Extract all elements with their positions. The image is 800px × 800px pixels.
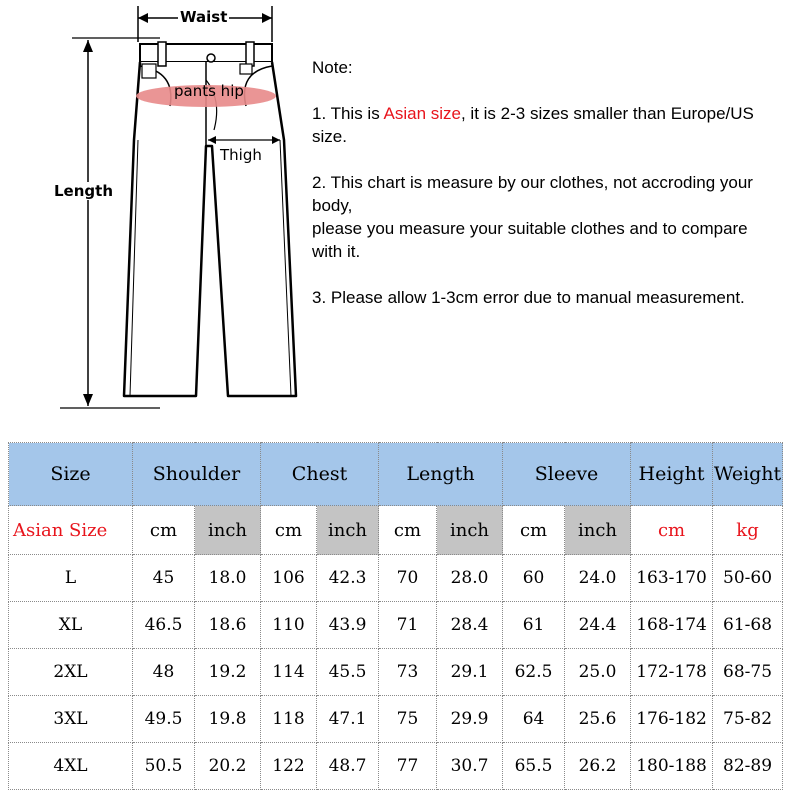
value-cell: 60 — [503, 555, 565, 602]
header-shoulder: Shoulder — [133, 443, 261, 506]
table-row — [9, 696, 783, 743]
value-cell: 163-170 — [631, 555, 713, 602]
table-body — [9, 555, 783, 790]
value-cell: 118 — [261, 696, 317, 743]
unit-cell: cm — [261, 506, 317, 555]
value-cell: 62.5 — [503, 649, 565, 696]
value-cell: 28.0 — [437, 555, 503, 602]
value-cell: 48 — [133, 649, 195, 696]
unit-asian-size: Asian Size — [9, 506, 133, 555]
size-cell: L — [9, 555, 133, 602]
value-cell: 68-75 — [713, 649, 783, 696]
value-cell: 65.5 — [503, 743, 565, 790]
pants-measurement-diagram — [0, 0, 300, 420]
header-height: Height — [631, 443, 713, 506]
value-cell: 19.2 — [195, 649, 261, 696]
units-row — [9, 506, 783, 555]
note-1-highlight: Asian size — [383, 104, 461, 123]
size-cell: XL — [9, 602, 133, 649]
value-cell: 43.9 — [317, 602, 379, 649]
unit-cell: cm — [133, 506, 195, 555]
unit-cell: inch — [195, 506, 261, 555]
value-cell: 61-68 — [713, 602, 783, 649]
unit-cell: inch — [437, 506, 503, 555]
note-2-line1: 2. This chart is measure by our clothes, not accroding your body, — [312, 173, 753, 215]
value-cell: 168-174 — [631, 602, 713, 649]
value-cell: 46.5 — [133, 602, 195, 649]
note-1-rest: , it is 2-3 sizes smaller than Europe/US size. — [312, 104, 754, 146]
value-cell: 26.2 — [565, 743, 631, 790]
note-1-prefix: 1. This is — [312, 104, 384, 123]
table-row — [9, 555, 783, 602]
value-cell: 28.4 — [437, 602, 503, 649]
header-length: Length — [379, 443, 503, 506]
value-cell: 18.6 — [195, 602, 261, 649]
header-chest: Chest — [261, 443, 379, 506]
unit-cell: inch — [565, 506, 631, 555]
value-cell: 106 — [261, 555, 317, 602]
value-cell: 24.0 — [565, 555, 631, 602]
note-3: 3. Please allow 1-3cm error due to manual measurement. — [312, 288, 745, 307]
unit-cell: inch — [317, 506, 379, 555]
value-cell: 180-188 — [631, 743, 713, 790]
value-cell: 114 — [261, 649, 317, 696]
unit-cell: cm — [379, 506, 437, 555]
table-row — [9, 649, 783, 696]
value-cell: 77 — [379, 743, 437, 790]
value-cell: 50-60 — [713, 555, 783, 602]
value-cell: 29.1 — [437, 649, 503, 696]
value-cell: 71 — [379, 602, 437, 649]
size-cell: 2XL — [9, 649, 133, 696]
size-cell: 4XL — [9, 743, 133, 790]
value-cell: 30.7 — [437, 743, 503, 790]
value-cell: 48.7 — [317, 743, 379, 790]
value-cell: 73 — [379, 649, 437, 696]
value-cell: 176-182 — [631, 696, 713, 743]
value-cell: 19.8 — [195, 696, 261, 743]
length-label: Length — [54, 182, 113, 200]
notes-section — [312, 56, 782, 332]
value-cell: 20.2 — [195, 743, 261, 790]
header-weight: Weight — [713, 443, 783, 506]
value-cell: 29.9 — [437, 696, 503, 743]
value-cell: 110 — [261, 602, 317, 649]
thigh-label: Thigh — [220, 146, 262, 164]
value-cell: 75-82 — [713, 696, 783, 743]
value-cell: 45 — [133, 555, 195, 602]
table-row — [9, 602, 783, 649]
waist-label: Waist — [180, 8, 228, 26]
note-1 — [312, 102, 782, 148]
value-cell: 25.6 — [565, 696, 631, 743]
note-2-line2: please you measure your suitable clothes and to compare with it. — [312, 219, 748, 261]
value-cell: 75 — [379, 696, 437, 743]
value-cell: 24.4 — [565, 602, 631, 649]
value-cell: 18.0 — [195, 555, 261, 602]
value-cell: 172-178 — [631, 649, 713, 696]
size-chart-table — [8, 442, 783, 790]
value-cell: 61 — [503, 602, 565, 649]
pants-illustration — [0, 0, 300, 420]
size-cell: 3XL — [9, 696, 133, 743]
value-cell: 50.5 — [133, 743, 195, 790]
note-2 — [312, 171, 782, 263]
header-row — [9, 443, 783, 506]
unit-cell: kg — [713, 506, 783, 555]
table-row — [9, 743, 783, 790]
header-sleeve: Sleeve — [503, 443, 631, 506]
value-cell: 47.1 — [317, 696, 379, 743]
value-cell: 25.0 — [565, 649, 631, 696]
value-cell: 122 — [261, 743, 317, 790]
hip-label: pants hip — [174, 82, 244, 100]
value-cell: 49.5 — [133, 696, 195, 743]
value-cell: 70 — [379, 555, 437, 602]
notes-heading: Note: — [312, 58, 353, 77]
header-size: Size — [9, 443, 133, 506]
unit-cell: cm — [503, 506, 565, 555]
value-cell: 82-89 — [713, 743, 783, 790]
unit-cell: cm — [631, 506, 713, 555]
value-cell: 42.3 — [317, 555, 379, 602]
value-cell: 45.5 — [317, 649, 379, 696]
value-cell: 64 — [503, 696, 565, 743]
